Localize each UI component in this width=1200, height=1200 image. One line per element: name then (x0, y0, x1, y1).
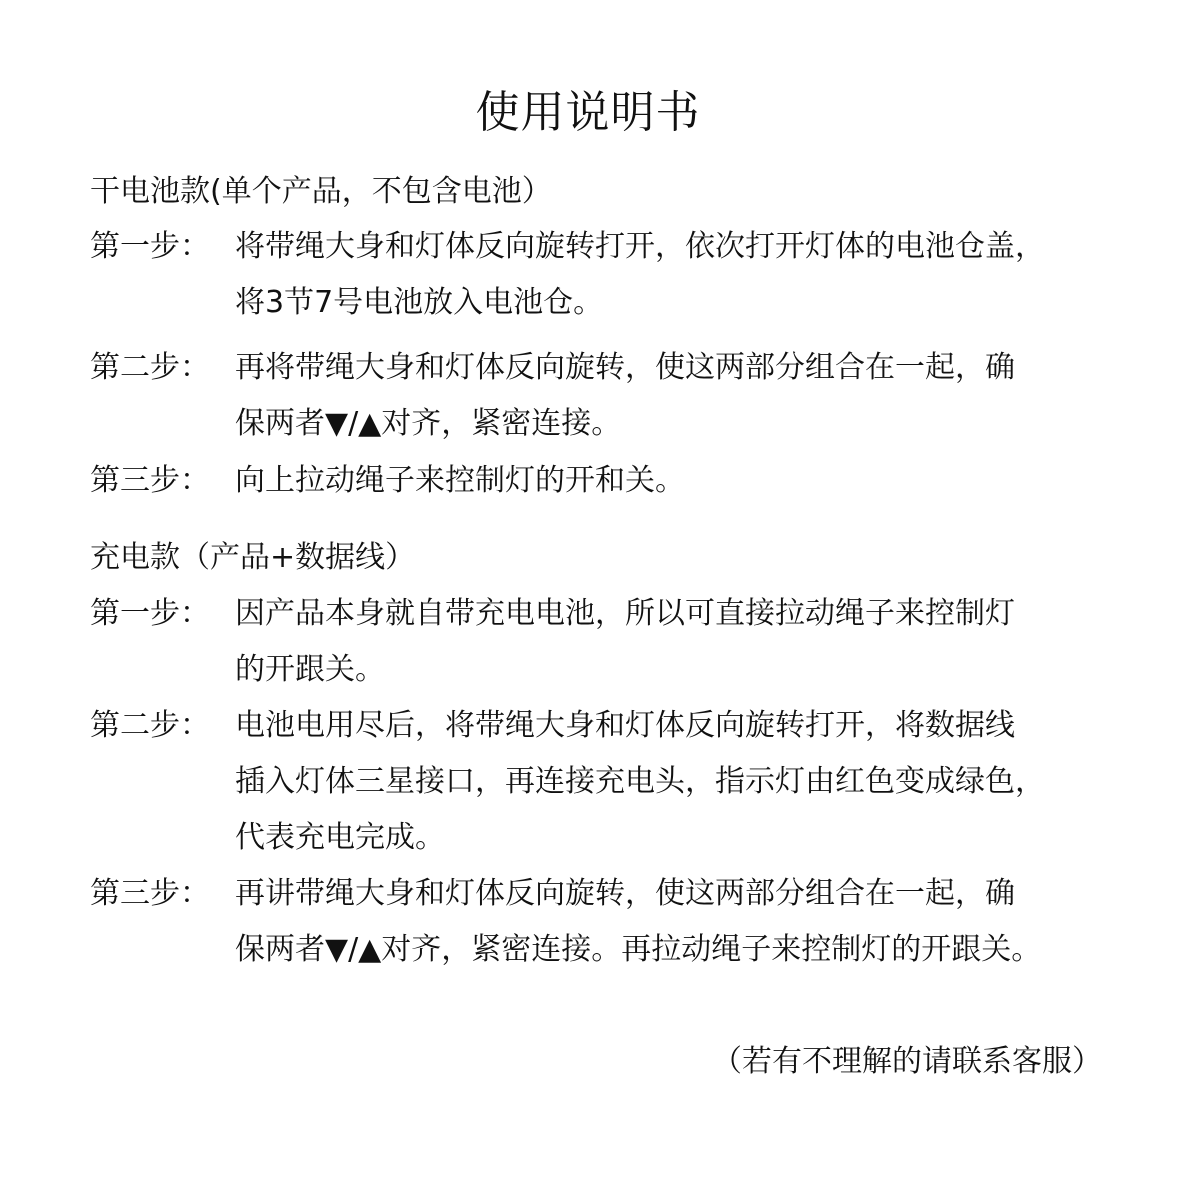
step-label: 第三步： (90, 463, 210, 498)
step-text-line: 再讲带绳大身和灯体反向旋转，使这两部分组合在一起，确 (235, 876, 1015, 911)
step-label: 第三步： (90, 876, 210, 911)
step-text-line: 因产品本身就自带充电电池，所以可直接拉动绳子来控制灯 (235, 596, 1015, 631)
step-label: 第一步： (90, 596, 210, 631)
step-label: 第二步： (90, 350, 210, 385)
section-heading-rechargeable: 充电款（产品+数据线） (90, 540, 416, 575)
step-text-line: 插入灯体三星接口，再连接充电头，指示灯由红色变成绿色， (235, 764, 1045, 799)
step-label: 第一步： (90, 229, 210, 264)
step-text-line: 电池电用尽后，将带绳大身和灯体反向旋转打开，将数据线 (235, 708, 1015, 743)
step-label: 第二步： (90, 708, 210, 743)
step-text-line: 代表充电完成。 (235, 820, 445, 855)
customer-service-note: （若有不理解的请联系客服） (712, 1044, 1102, 1079)
step-text-line: 再将带绳大身和灯体反向旋转，使这两部分组合在一起，确 (235, 350, 1015, 385)
step-text-line: 的开跟关。 (235, 652, 385, 687)
step-text-line: 向上拉动绳子来控制灯的开和关。 (235, 463, 685, 498)
step-text-line: 保两者▼/▲对齐，紧密连接。再拉动绳子来控制灯的开跟关。 (235, 932, 1042, 967)
step-text-line: 将带绳大身和灯体反向旋转打开，依次打开灯体的电池仓盖， (235, 229, 1045, 264)
page-title: 使用说明书 (475, 87, 701, 138)
section-heading-dry-battery: 干电池款(单个产品，不包含电池） (90, 174, 552, 209)
step-text-line: 将3节7号电池放入电池仓。 (235, 285, 604, 320)
step-text-line: 保两者▼/▲对齐，紧密连接。 (235, 406, 622, 441)
